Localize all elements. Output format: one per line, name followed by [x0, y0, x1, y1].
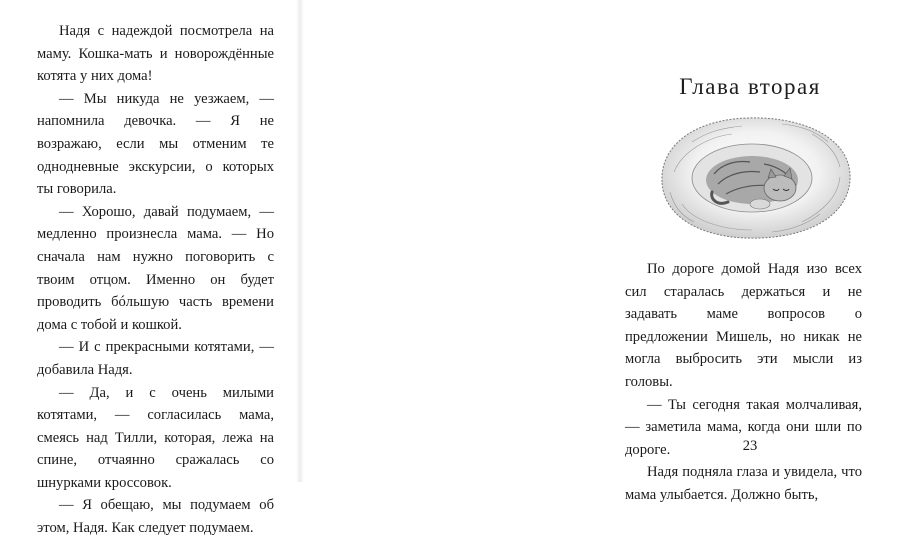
- paragraph: — И с прекрасными котятами, — добавила Надя.: [37, 339, 274, 378]
- page-number: 23: [742, 438, 758, 454]
- paragraph: — Я обещаю, мы подумаем об этом, Надя. Как следует подумаем.: [37, 497, 274, 537]
- paragraph: — Да, и с очень милыми котятами, — согласилась мама, смеясь над Тилли, которая, лежа на спине, отчаянно сражалась со шнурками кроссовок.: [37, 384, 274, 491]
- paragraph: По дороге домой Надя изо всех сил старалась держаться и не задавать маме вопросов о предложении Мишель, но никак не могла выбросить эти мысли из головы.: [625, 261, 862, 390]
- paragraph: — Ты сегодня такая молчаливая, — заметила мама, когда они шли по дороге.: [625, 396, 862, 458]
- sleeping-kitten-in-blanket-icon: [652, 112, 856, 242]
- left-page-text: [37, 20, 274, 540]
- paragraph: — Хорошо, давай подумаем, — медленно произнесла мама. — Но сначала нам нужно поговорить с твоим отцом. Именно он будет проводить бóльшую часть времени дома с тобой и кошкой.: [37, 203, 274, 333]
- paragraph: Надя с надеждой посмотрела на маму. Кошка-мать и новорождённые котята у них дома!: [37, 23, 274, 85]
- left-page: [0, 0, 300, 537]
- right-page-text: [625, 258, 862, 507]
- chapter-title: Глава вторая: [679, 74, 821, 99]
- paragraph: — Мы никуда не уезжаем, — напомнила девочка. — Я не возражаю, если мы отменим те однодневные экскурсии, о которых ты говорила.: [37, 90, 274, 198]
- right-page: [300, 0, 862, 503]
- paragraph: Надя подняла глаза и увидела, что мама улыбается. Должно быть,: [625, 464, 862, 503]
